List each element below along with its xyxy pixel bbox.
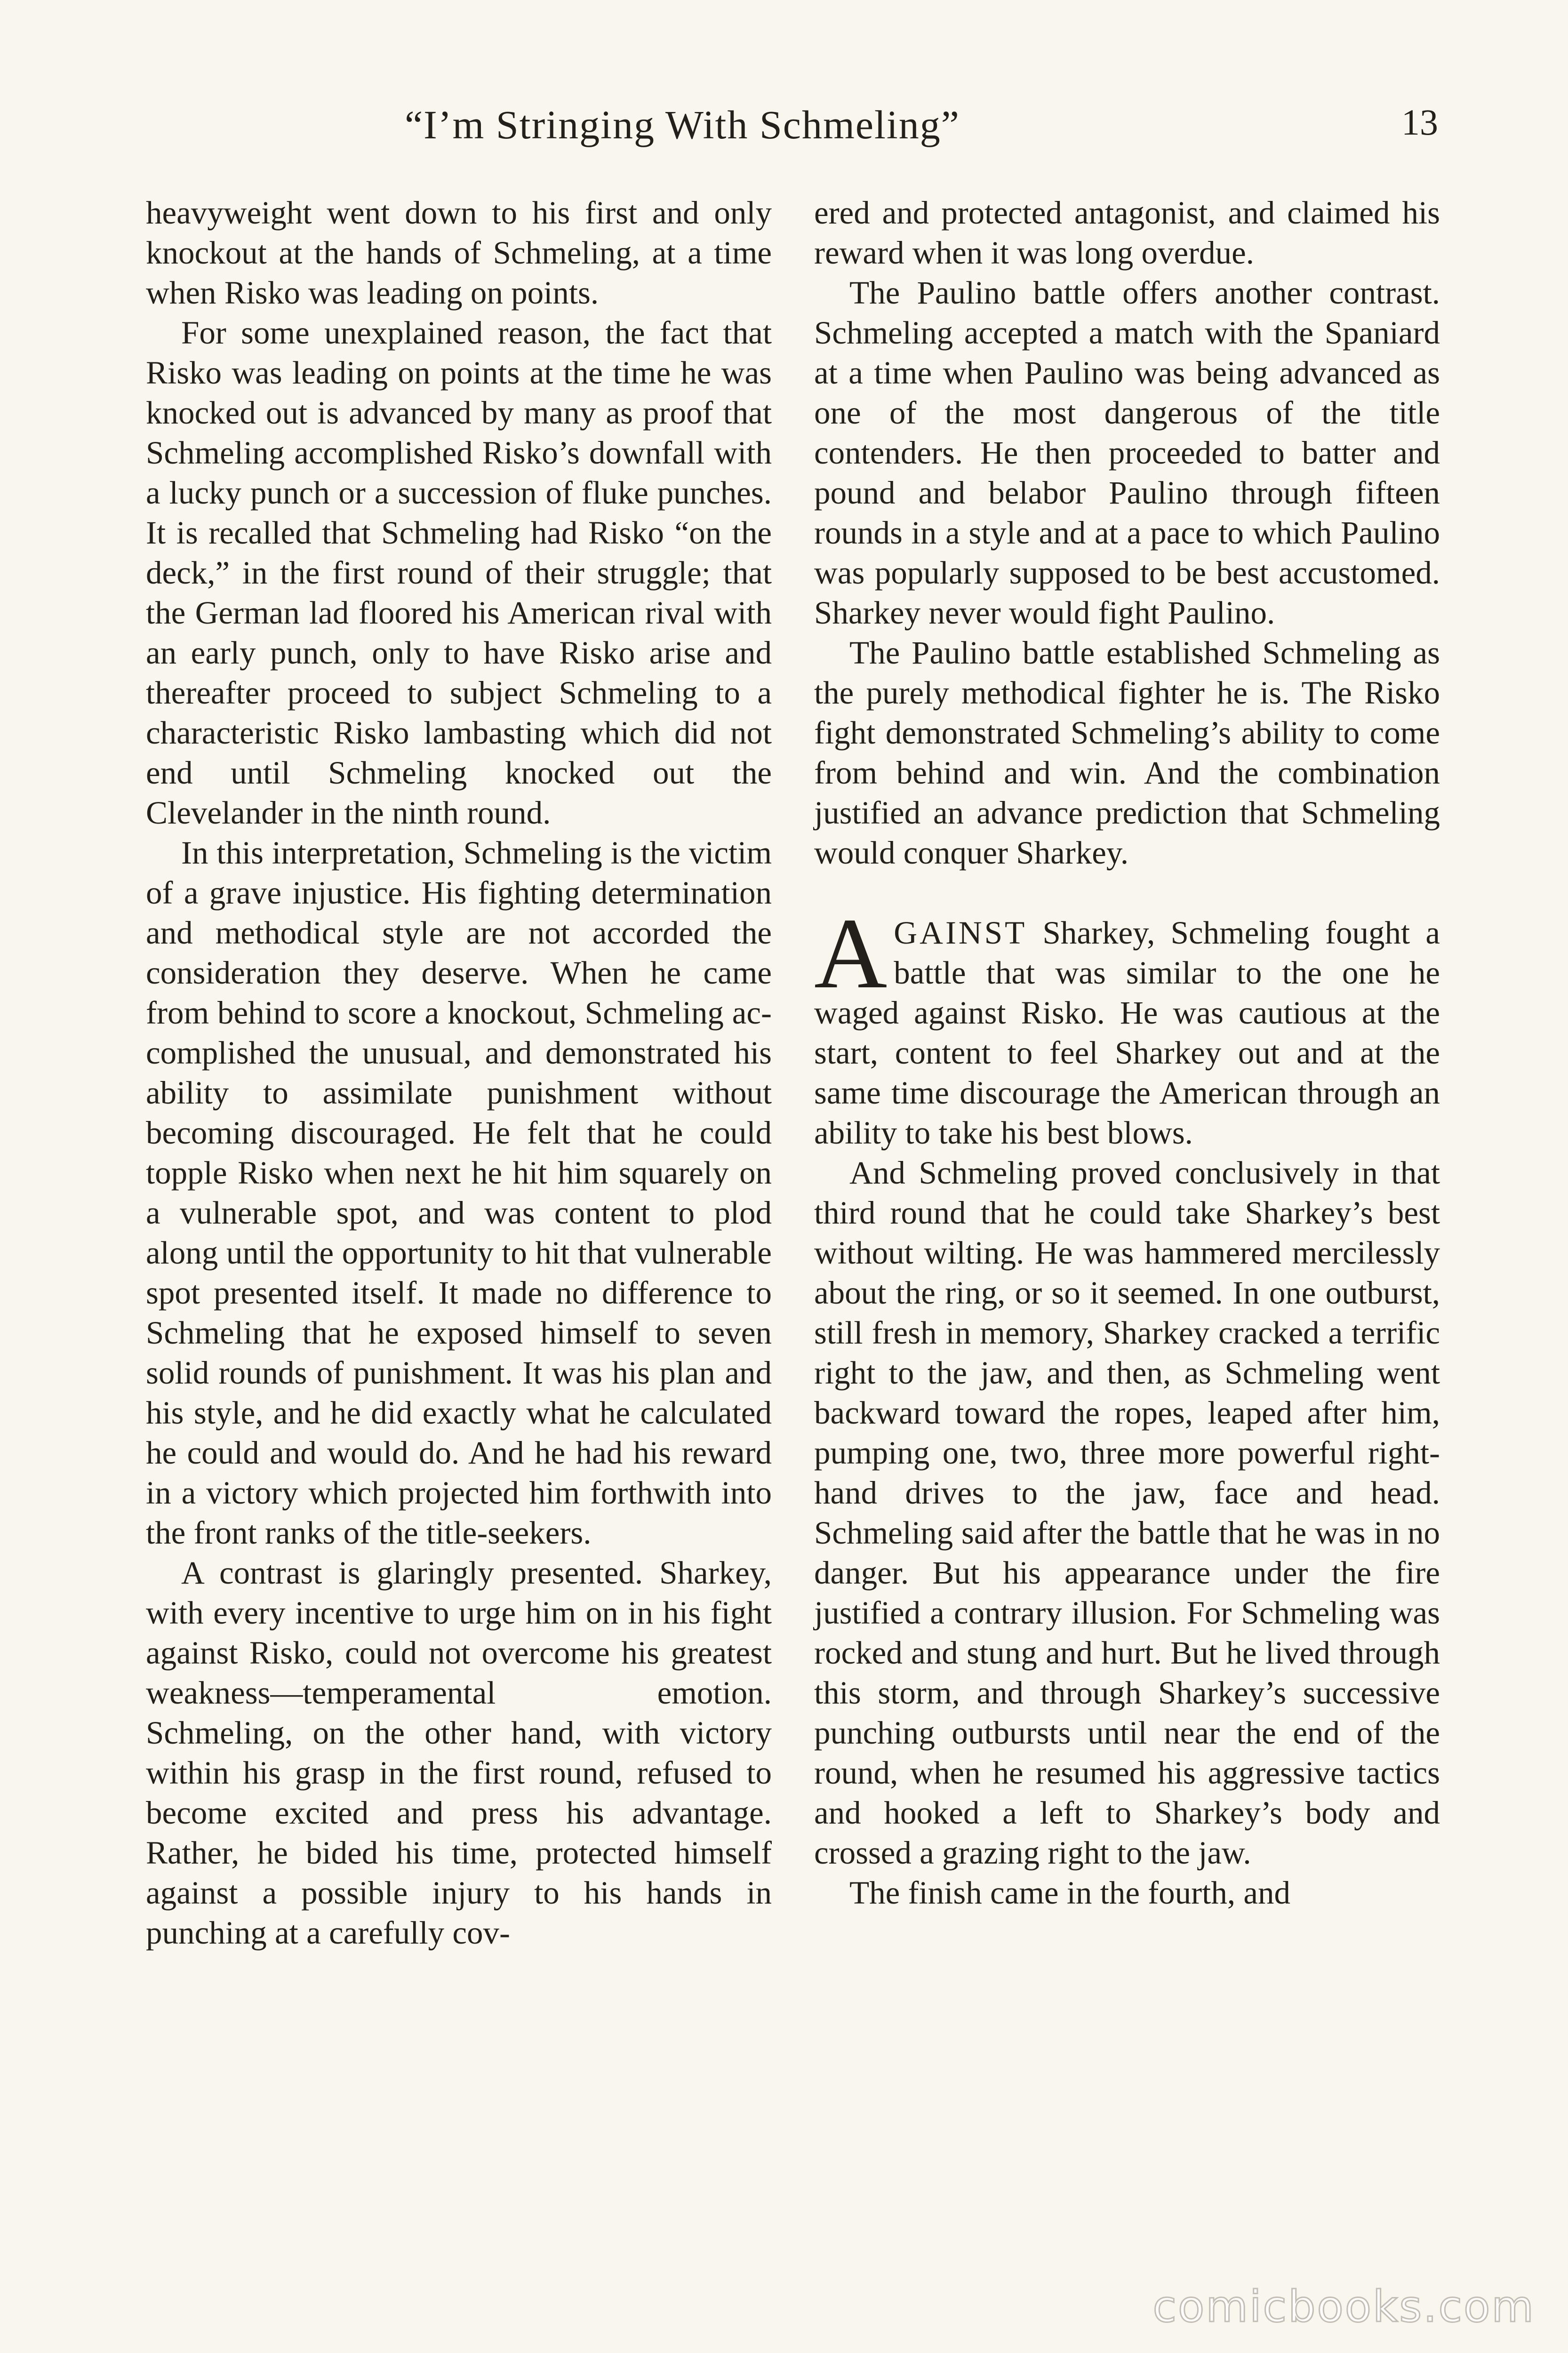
- lead-in-caps: GAINST: [894, 915, 1027, 951]
- paragraph: A contrast is glaringly presented. Sharkey, with every incentive to urge him on in his fight against Risko, could not overcome his greatest weakness—temperamental emotion. Schmeling, on the other hand, with victory within his grasp in the first round, refused to become excited and press his advantage. Rather, he bided his time, protected himself against a possible injury to his hands in punching at a carefully cov-: [146, 1555, 772, 1951]
- left-column: [146, 193, 772, 1953]
- paragraph: For some unexplained reason, the fact that Risko was leading on points at the time he was knocked out is advanced by many as proof that Schmeling accomplished Risko’s downfall with a lucky punch or a succession of fluke punches. It is recalled that Schmeling had Risko “on the deck,” in the first round of their struggle; that the German lad floored his American rival with an early punch, only to have Risko arise and thereafter proceed to subject Schmeling to a characteristic Risko lambasting which did not end until Schmeling knocked out the Clevelander in the ninth round.: [146, 315, 772, 831]
- right-column: [814, 193, 1440, 1913]
- drop-cap: A: [814, 897, 888, 1009]
- paragraph: heavyweight went down to his first and only knockout at the hands of Schmeling, at a time when Risko was leading on points.: [146, 195, 772, 311]
- paragraph: ered and protected antagonist, and claimed his reward when it was long overdue.: [814, 195, 1440, 271]
- paragraph-text: Sharkey, Schmeling fought a battle that was similar to the one he waged against Risko. He was cautious at the start, content to feel Sharkey out and at the same time discourage the American through an ability to take his best blows.: [814, 915, 1440, 1151]
- paragraph: The finish came in the fourth, and: [849, 1875, 1290, 1911]
- page-number: 13: [1401, 102, 1438, 143]
- paragraph: The Paulino battle established Schmeling as the purely methodical fighter he is. The Risko fight demonstrated Schmeling’s ability to come from behind and win. And the combination justified an advance prediction that Schmeling would conquer Sharkey.: [814, 635, 1440, 871]
- paragraph: In this interpretation, Schmeling is the victim of a grave injustice. His fighting determination and methodical style are not accorded the consideration they deserve. When he came from behind to score a knockout, Schmeling accomplished the unusual, and demonstrated his ability to assimilate punishment without becoming discouraged. He felt that he could topple Risko when next he hit him squarely on a vulnerable spot, and was content to plod along until the opportunity to hit that vulnerable spot presented itself. It made no difference to Schmeling that he exposed himself to seven solid rounds of punishment. It was his plan and his style, and he did exactly what he calculated he could and would do. And he had his reward in a victory which projected him forthwith into the front ranks of the title-seekers.: [146, 835, 772, 1551]
- paragraph: The Paulino battle offers another contrast. Schmeling accepted a match with the Spaniard at a time when Paulino was being advanced as one of the most dangerous of the title contenders. He then proceeded to batter and pound and belabor Paulino through fifteen rounds in a style and at a pace to which Paulino was popularly supposed to be best accustomed. Sharkey never would fight Paulino.: [814, 275, 1440, 631]
- running-title: “I’m Stringing With Schmeling”: [405, 102, 960, 147]
- paragraph: And Schmeling proved conclusively in that third round that he could take Sharkey’s best without wilting. He was hammered mercilessly about the ring, or so it seemed. In one outburst, still fresh in memory, Sharkey cracked a terrific right to the jaw, and then, as Schmeling went backward toward the ropes, leaped after him, pumping one, two, three more powerful right-hand drives to the jaw, face and head. Schmeling said after the battle that he was in no danger. But his appearance under the fire justified a contrary illusion. For Schmeling was rocked and stung and hurt. But he lived through this storm, and through Sharkey’s successive punching outbursts until near the end of the round, when he resumed his aggressive tactics and hooked a left to Sharkey’s body and crossed a grazing right to the jaw.: [814, 1155, 1440, 1871]
- section-opening-paragraph: [814, 897, 1440, 1153]
- watermark: comicbooks.com: [1152, 2281, 1535, 2332]
